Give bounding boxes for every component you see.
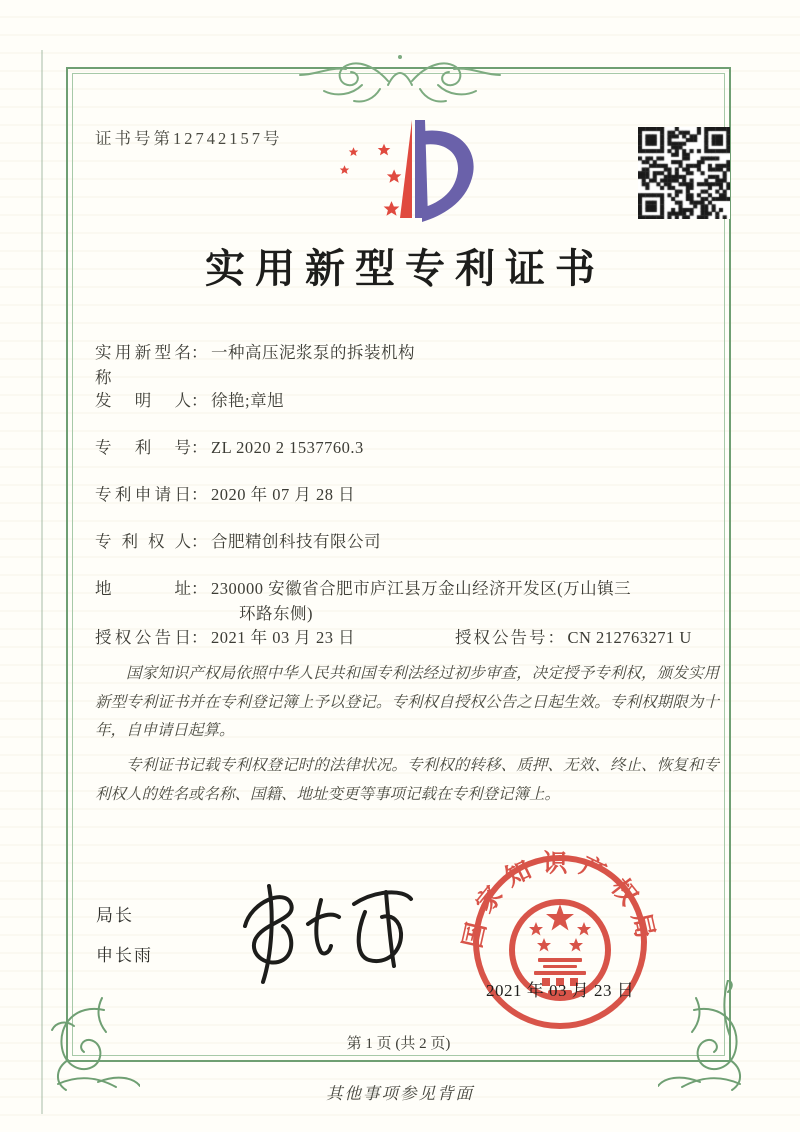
colon: ： (547, 628, 564, 647)
field-row-patent-number (95, 435, 725, 460)
paragraph-2: 专利证书记载专利权登记时的法律状况。专利权的转移、质押、无效、终止、恢复和专利权人的姓名或名称、国籍、地址变更等事项记载在专利登记簿上。 (95, 757, 719, 803)
cnipa-logo-icon (330, 106, 480, 231)
colon: ： (191, 391, 208, 410)
colon: ： (191, 438, 208, 457)
paragraph-1: 国家知识产权局依照中华人民共和国专利法经过初步审查，决定授予专利权，颁发实用新型专利证书并在专利登记簿上予以登记。专利权自授权公告之日起生效。专利权期限为十年，自申请日起算。 (95, 665, 719, 740)
field-value: 2021 年 03 月 23 日 (211, 628, 356, 647)
certificate-number: 证书号第12742157号 (95, 129, 283, 148)
field-label: 实用新型名称 (95, 343, 191, 387)
field-row-grant (95, 625, 725, 650)
field-label: 授权公告号 (455, 628, 548, 647)
field-row-name (95, 340, 725, 390)
field-value: 2020 年 07 月 28 日 (211, 485, 356, 504)
official-seal (458, 838, 662, 1046)
field-value: 合肥精创科技有限公司 (211, 532, 381, 551)
director-title: 局长 (96, 906, 134, 925)
director-name: 申长雨 (96, 946, 153, 965)
address-line2: 环路东侧) (239, 604, 313, 623)
field-row-inventor (95, 388, 725, 413)
field-value: 一种高压泥浆泵的拆装机构 (211, 343, 415, 362)
field-label: 发明人 (95, 391, 191, 410)
scan-edge-line (41, 50, 43, 1114)
colon: ： (191, 485, 208, 504)
top-border-ornament-icon (268, 45, 532, 107)
page-number: 第 1 页 (共 2 页) (346, 1036, 451, 1052)
field-label: 授权公告日 (95, 628, 191, 647)
field-value: ZL 2020 2 1537760.3 (211, 438, 364, 457)
field-row-filing-date (95, 482, 725, 507)
address-line1: 230000 安徽省合肥市庐江县万金山经济开发区(万山镇三 (211, 579, 632, 598)
director-signature-icon (205, 866, 420, 988)
legal-paragraphs (95, 660, 719, 815)
field-label: 地址 (95, 579, 191, 598)
field-value (211, 576, 711, 626)
colon: ： (191, 532, 208, 551)
back-note: 其他事项参见背面 (326, 1084, 474, 1103)
field-row-address (95, 576, 725, 626)
field-label: 专利申请日 (95, 485, 191, 504)
qr-code (638, 127, 730, 219)
certificate-title: 实用新型专利证书 (205, 246, 605, 291)
colon: ： (191, 343, 208, 362)
field-value: 徐艳;章旭 (211, 391, 285, 410)
seal-text: 国家知识产权局 (459, 850, 661, 951)
field-label: 专利号 (95, 438, 191, 457)
field-value: CN 212763271 U (567, 628, 692, 647)
field-label: 专利权人 (95, 532, 191, 551)
colon: ： (191, 579, 208, 598)
seal-date: 2021 年 03 月 23 日 (486, 981, 635, 1000)
grant-number-pair (455, 625, 692, 650)
field-row-patentee (95, 529, 725, 554)
colon: ： (191, 628, 208, 647)
